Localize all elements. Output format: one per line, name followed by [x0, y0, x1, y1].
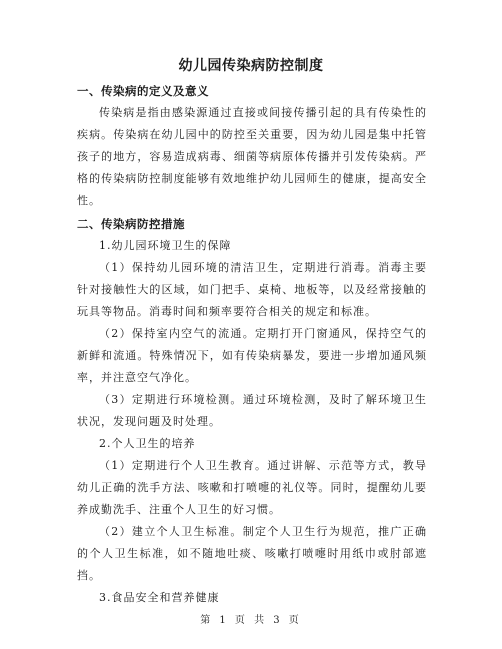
hygiene-item-2: （2）建立个人卫生标准。制定个人卫生行为规范，推广正确的个人卫生标准，如不随地吐痰、咳嗽打喷嚏时用纸巾或肘部遮挡。	[77, 525, 427, 582]
definition-paragraph: 传染病是指由感染源通过直接或间接传播引起的具有传染性的疾病。传染病在幼儿园中的防控至关重要，因为幼儿园是集中托管孩子的地方，容易造成病毒、细菌等病原体传播并引发传染病。严格的传染病防控制度能够有效地维护幼儿园师生的健康，提高安全性。	[77, 106, 427, 207]
subheading-environment: 1.幼儿园环境卫生的保障	[99, 239, 232, 252]
environment-item-1: （1）保持幼儿园环境的清洁卫生，定期进行消毒。消毒主要针对接触性大的区域，如门把手、桌椅、地板等，以及经常接触的玩具等物品。消毒时间和频率要符合相关的规定和标准。	[77, 261, 427, 318]
subheading-food-safety: 3.食品安全和营养健康	[99, 591, 220, 604]
environment-item-2: （2）保持室内空气的流通。定期打开门窗通风，保持空气的新鲜和流通。特殊情况下，如有传染病暴发，要进一步增加通风频率，并注意空气净化。	[77, 327, 427, 384]
section-heading-definition: 一、传染病的定义及意义	[77, 84, 209, 98]
hygiene-item-1: （1）定期进行个人卫生教育。通过讲解、示范等方式，教导幼儿正确的洗手方法、咳嗽和打喷嚏的礼仪等。同时，提醒幼儿要养成勤洗手、注重个人卫生的好习惯。	[77, 459, 427, 516]
subheading-personal-hygiene: 2.个人卫生的培养	[99, 437, 196, 450]
section-heading-measures: 二、传染病防控措施	[77, 217, 185, 231]
page-number-footer: 第 1 页 共 3 页	[200, 615, 302, 626]
document-title: 幼儿园传染病防控制度	[178, 58, 324, 74]
environment-item-3: （3）定期进行环境检测。通过环境检测，及时了解环境卫生状况，发现问题及时处理。	[77, 393, 427, 428]
document-body	[77, 79, 427, 609]
